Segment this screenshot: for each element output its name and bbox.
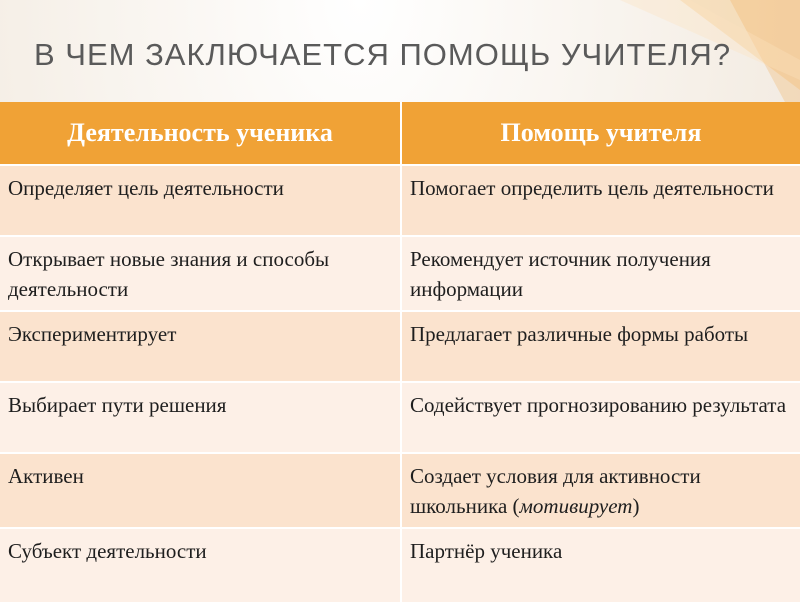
- teacher-cell: [401, 453, 800, 528]
- table-row: [0, 528, 800, 602]
- teacher-cell: Помогает определить цель деятельности: [401, 165, 800, 236]
- table-row: [0, 382, 800, 453]
- student-cell: Субъект деятельности: [0, 528, 401, 602]
- student-cell: Выбирает пути решения: [0, 382, 401, 453]
- teacher-cell: Партнёр ученика: [401, 528, 800, 602]
- teacher-cell: Содействует прогнозированию результата: [401, 382, 800, 453]
- header-teacher-help: Помощь учителя: [401, 102, 800, 165]
- teacher-emphasis: мотивирует: [519, 494, 633, 518]
- header-student-activity: Деятельность ученика: [0, 102, 401, 165]
- comparison-table: [0, 102, 800, 602]
- teacher-text: Создает условия для активности школьника (: [410, 464, 701, 518]
- table-row: [0, 165, 800, 236]
- table-row: [0, 311, 800, 382]
- student-cell: Открывает новые знания и способы деятельности: [0, 236, 401, 311]
- table-row: [0, 453, 800, 528]
- teacher-text-end: ): [632, 494, 640, 518]
- teacher-cell: Предлагает различные формы работы: [401, 311, 800, 382]
- student-cell: Активен: [0, 453, 401, 528]
- student-cell: Экспериментирует: [0, 311, 401, 382]
- slide-title: В ЧЕМ ЗАКЛЮЧАЕТСЯ ПОМОЩЬ УЧИТЕЛЯ?: [34, 38, 732, 72]
- teacher-cell: Рекомендует источник получения информации: [401, 236, 800, 311]
- table-header-row: [0, 102, 800, 165]
- table-row: [0, 236, 800, 311]
- student-cell: Определяет цель деятельности: [0, 165, 401, 236]
